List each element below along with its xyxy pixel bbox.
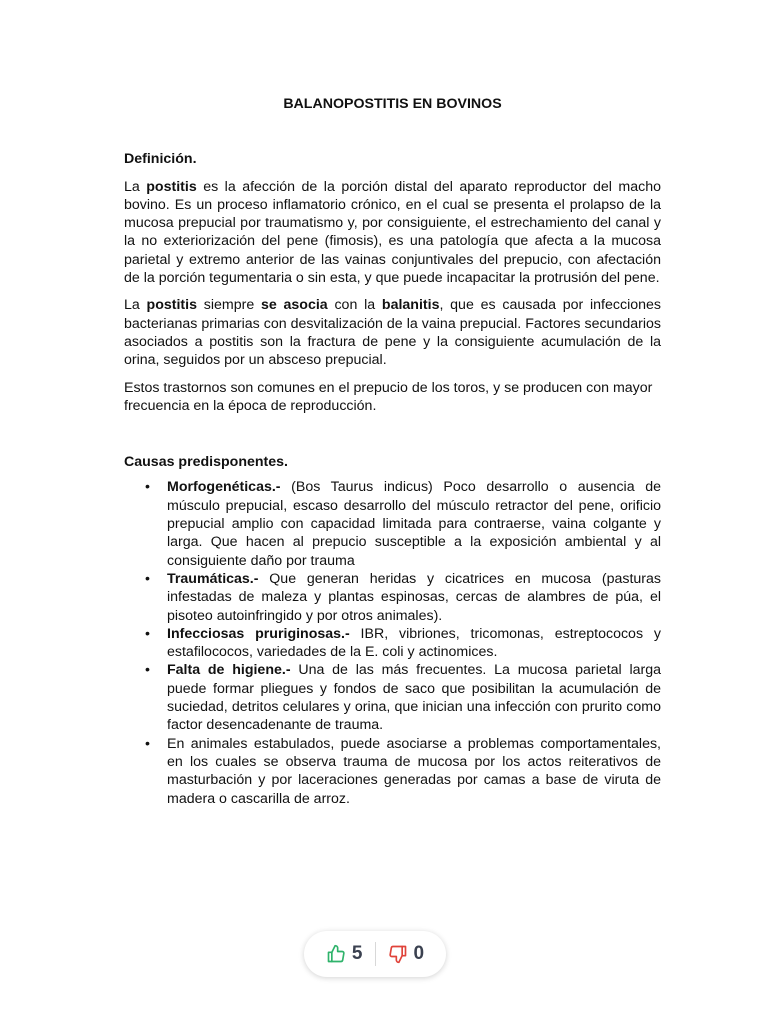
- list-item: [145, 570, 661, 625]
- bold-term-postitis: postitis: [146, 297, 197, 314]
- list-item-label: Traumáticas.-: [167, 570, 259, 587]
- downvote-count: 0: [413, 943, 425, 964]
- text-run: siempre: [197, 297, 261, 314]
- upvote-count: 5: [351, 943, 363, 964]
- bold-term-postitis: postitis: [146, 178, 197, 195]
- list-item-text: Una de las más frecuentes. La mucosa parietal larga puede formar pliegues y fondos de saco que posibilitan la acumulación de suciedad, detritos celulares y orina, que inician una infección con prurito como factor desencadenante de trauma.: [167, 662, 662, 734]
- list-item-text: Que generan heridas y cicatrices en mucosa (pasturas infestadas de maleza y plantas espinosas, cercas de alambres de púa, el pisoteo autoinfringido y por otros animales).: [167, 570, 661, 624]
- causes-heading: Causas predisponentes.: [124, 454, 288, 471]
- thumbs-up-icon: [326, 944, 346, 964]
- text-run: La: [124, 178, 147, 195]
- list-item-text: En animales estabulados, puede asociarse a problemas comportamentales, en los cuales se observa trauma de mucosa por los actos reiterativos de masturbación y por laceraciones generadas por camas a base de viruta de madera o cascarilla de arroz.: [167, 735, 661, 807]
- downvote-button[interactable]: [376, 943, 437, 965]
- document-page: [124, 95, 661, 808]
- bold-term-balanitis: balanitis: [381, 297, 440, 314]
- text-run: con la: [327, 297, 382, 314]
- thumbs-down-icon: [388, 944, 408, 964]
- list-item: [145, 478, 661, 569]
- document-title: BALANOPOSTITIS EN BOVINOS: [283, 96, 502, 112]
- bullet-icon: •: [145, 662, 150, 679]
- bullet-icon: •: [145, 570, 150, 587]
- list-item-label: Falta de higiene.-: [167, 662, 291, 679]
- list-item-text: (Bos Taurus indicus) Poco desarrollo o ausencia de músculo prepucial, escaso desarrollo del músculo retractor del pene, orificio prepucial amplio con capacidad limitada para contraerse, vaina colgante y larga. Que hacen al prepucio susceptible a la exposición ambiental y al consiguiente daño por trauma: [167, 479, 661, 569]
- definition-paragraph-1: [124, 178, 661, 288]
- bullet-icon: •: [145, 479, 150, 496]
- text-run: es la afección de la porción distal del aparato reproductor del macho bovino. Es un proceso inflamatorio crónico, en el cual se presenta el prolapso de la mucosa prepucial por traumatismo y, por consiguiente, el estrechamiento del canal y la no exteriorización del pene (fimosis), es una patología que afecta a la mucosa parietal y extremo anterior de las vainas conjuntivales del prepucio, con afectación de la porción tegumentaria o sin esta, y que puede incapacitar la protrusión del pene.: [124, 178, 661, 287]
- list-item: [145, 735, 661, 808]
- definition-paragraph-3: Estos trastornos son comunes en el prepucio de los toros, y se producen con mayor frecuencia en la época de reproducción.: [124, 379, 653, 414]
- definition-heading: Definición.: [124, 151, 197, 168]
- upvote-button[interactable]: [314, 943, 375, 965]
- causes-list: [124, 478, 661, 807]
- list-item: [145, 625, 661, 662]
- text-run: , que es causada por infecciones bacterianas primarias con desvitalización de la vaina prepucial. Factores secundarios asociados a postitis son la fractura de pene y la consiguiente acumulación de la orina, seguidos por un absceso prepucial.: [124, 297, 661, 369]
- bullet-icon: •: [145, 735, 150, 752]
- bullet-icon: •: [145, 625, 150, 642]
- definition-paragraph-2: [124, 296, 661, 369]
- list-item-label: Infecciosas pruriginosas.-: [167, 625, 350, 642]
- list-item: [145, 661, 662, 734]
- list-item-text: IBR, vibriones, tricomonas, estreptococos y estafilococos, variedades de la E. coli y actinomices.: [167, 625, 661, 661]
- text-run: La: [124, 297, 147, 314]
- vote-bar: [304, 931, 446, 977]
- list-item-label: Morfogenéticas.-: [167, 479, 281, 496]
- bold-term-se-asocia: se asocia: [260, 297, 328, 314]
